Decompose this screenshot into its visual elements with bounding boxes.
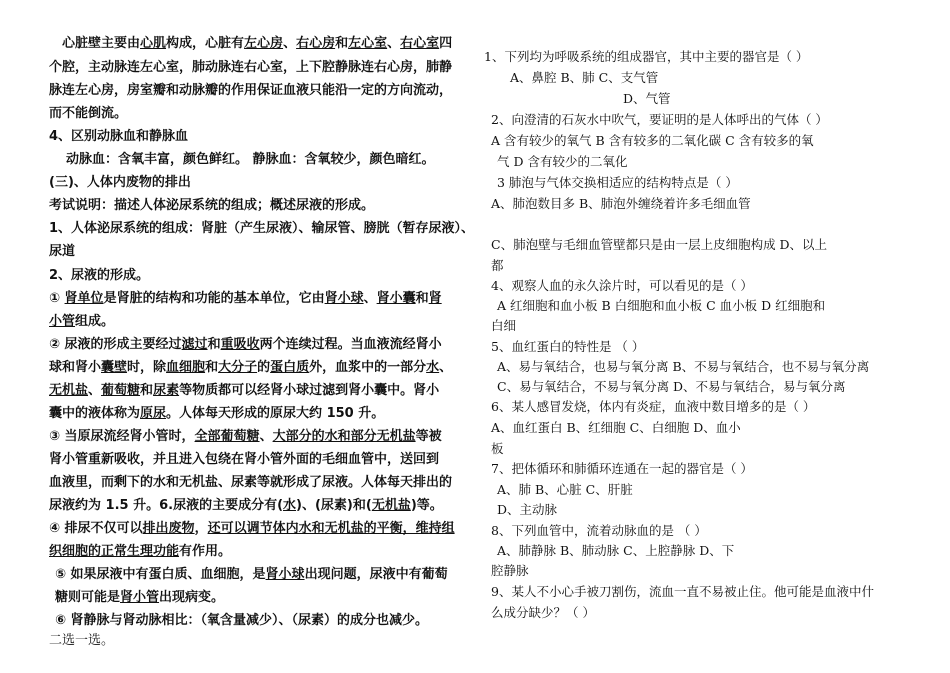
left-text-line bbox=[49, 496, 443, 515]
text-segment: 、 bbox=[363, 291, 377, 306]
text-segment: 是肾脏的结构和功能的基本单位，它由 bbox=[103, 291, 325, 306]
text-segment: 水 bbox=[426, 360, 440, 375]
text-segment: 等被 bbox=[415, 429, 442, 444]
text-segment: 大分子 bbox=[218, 360, 258, 375]
text-segment: 的 bbox=[257, 360, 271, 375]
text-segment: 和 bbox=[140, 383, 154, 398]
text-segment: 水 bbox=[283, 498, 297, 513]
question-line: 2、向澄清的石灰水中吹气，要证明的是人体呼出的气体（ ） bbox=[491, 112, 828, 127]
question-line: C、肺泡壁与毛细血管壁都只是由一层上皮细胞构成 D、以上 bbox=[491, 237, 828, 252]
left-text-line bbox=[49, 404, 384, 423]
question-line: D、气管 bbox=[623, 91, 671, 106]
left-text-line bbox=[49, 381, 439, 400]
question-line: D、主动脉 bbox=[497, 502, 558, 517]
text-segment: 心肌 bbox=[140, 36, 167, 51]
text-segment: ⑤ 如果尿液中有蛋白质、血细胞，是 bbox=[55, 567, 266, 582]
left-text-line bbox=[49, 631, 114, 650]
text-segment: ① bbox=[49, 291, 65, 306]
text-segment: 、 bbox=[387, 36, 401, 51]
left-text-line bbox=[49, 335, 442, 354]
text-segment: 外，血浆中的一部分 bbox=[309, 360, 427, 375]
left-text-line bbox=[55, 565, 448, 584]
text-segment: 和 bbox=[205, 360, 219, 375]
text-segment: 无机盐 bbox=[371, 498, 411, 513]
text-segment: 全部葡萄糖 bbox=[194, 429, 260, 444]
question-line: 白细 bbox=[491, 318, 517, 333]
question-line: 么成分缺少？（ ） bbox=[491, 605, 595, 620]
text-segment: 构成，心脏有 bbox=[166, 36, 245, 51]
text-segment: 等物质都可以经肾小球过滤到肾小囊中。肾小 bbox=[179, 383, 440, 398]
left-text-line bbox=[55, 588, 224, 607]
left-text-line bbox=[49, 542, 231, 561]
text-segment: ② 尿液的形成主要经过 bbox=[49, 337, 182, 352]
question-line: 6、某人感冒发烧，体内有炎症，血液中数目增多的是（ ） bbox=[491, 399, 816, 414]
text-segment: 排出废物 bbox=[142, 521, 195, 536]
text-segment: 时，除 bbox=[127, 360, 167, 375]
text-segment: 和 bbox=[207, 337, 221, 352]
text-segment: 2、尿液的形成。 bbox=[49, 268, 150, 283]
text-segment: 组成。 bbox=[75, 314, 115, 329]
text-segment: 还可以调节体内水和无机盐的平衡，维持组 bbox=[207, 521, 455, 536]
text-segment: 糖则可能是 bbox=[55, 590, 121, 605]
left-text-line bbox=[49, 289, 442, 308]
text-segment: 尿素 bbox=[153, 383, 180, 398]
text-segment: 、 bbox=[88, 383, 102, 398]
left-text-line bbox=[49, 358, 452, 377]
text-segment: 两个连续过程。当血液流经肾小 bbox=[259, 337, 442, 352]
left-text-line bbox=[49, 519, 455, 538]
question-line: C、易与氧结合，不易与氧分离 D、不易与氧结合，易与氧分离 bbox=[497, 379, 846, 394]
text-segment: 升。 bbox=[353, 406, 385, 421]
text-segment: 血液里，而剩下的水和无机盐、尿素等就形成了尿液。人体每天排出的 bbox=[49, 475, 453, 490]
text-segment: ， bbox=[194, 521, 208, 536]
text-segment: 小管 bbox=[49, 314, 76, 329]
text-segment: 和 bbox=[415, 291, 429, 306]
question-line: A、肺 B、心脏 C、肝脏 bbox=[497, 482, 633, 497]
text-segment: 囊中的液体称为 bbox=[49, 406, 141, 421]
text-segment: 尿液约为 bbox=[49, 498, 106, 513]
text-segment: )等。 bbox=[410, 498, 443, 513]
left-text-line bbox=[49, 312, 114, 331]
question-line: 3 肺泡与气体交换相适应的结构特点是（ ） bbox=[497, 175, 738, 190]
question-line: A、肺静脉 B、肺动脉 C、上腔静脉 D、下 bbox=[497, 543, 735, 558]
left-text-line bbox=[49, 473, 452, 492]
text-segment: 1.5 bbox=[105, 498, 129, 513]
text-segment: 球和肾小 bbox=[49, 360, 102, 375]
text-segment: 重吸收 bbox=[220, 337, 260, 352]
text-segment: ④ 排尿不仅可以 bbox=[49, 521, 143, 536]
text-segment: 动脉血：含氧丰富，颜色鲜红。 静脉血：含氧较少，颜色暗红。 bbox=[66, 152, 435, 167]
text-segment: 、 bbox=[439, 360, 453, 375]
text-segment: ⑥ 肾静脉与肾动脉相比：（氧含量减少）、（尿素）的成分也减少。 bbox=[55, 613, 429, 628]
text-segment: 和 bbox=[335, 36, 349, 51]
text-segment: 肾单位 bbox=[64, 291, 104, 306]
left-text-line bbox=[49, 127, 188, 146]
text-segment: 出现病变。 bbox=[159, 590, 225, 605]
text-segment: 织细胞的正常生理功能 bbox=[49, 544, 180, 559]
text-segment: 。人体每天形成的原尿大约 bbox=[166, 406, 327, 421]
text-segment: (三)、人体内废物的排出 bbox=[49, 175, 191, 190]
question-line: 4、观察人血的永久涂片时，可以看见的是（ ） bbox=[491, 278, 753, 293]
text-segment: 左心室 bbox=[348, 36, 388, 51]
text-segment: 肾小球 bbox=[265, 567, 305, 582]
question-line: A 含有较少的氧气 B 含有较多的二氧化碳 C 含有较多的氧 bbox=[491, 133, 814, 148]
text-segment: 蛋白质 bbox=[270, 360, 310, 375]
left-text-line bbox=[49, 104, 127, 123]
text-segment: 无机盐 bbox=[49, 383, 89, 398]
question-line: A、鼻腔 B、肺 C、支气管 bbox=[510, 70, 659, 85]
text-segment: 心脏壁主要由 bbox=[62, 36, 141, 51]
left-text-line bbox=[49, 266, 149, 285]
text-segment: 肾小球 bbox=[324, 291, 364, 306]
text-segment: 原尿 bbox=[140, 406, 167, 421]
text-segment: 4、区别动脉血和静脉血 bbox=[49, 129, 189, 144]
left-text-line bbox=[55, 611, 428, 630]
question-line: 7、把体循环和肺循环连通在一起的器官是（ ） bbox=[491, 461, 753, 476]
question-line: 8、下列血管中，流着动脉血的是 （ ） bbox=[491, 523, 707, 538]
text-segment: 右心房 bbox=[296, 36, 336, 51]
question-line: 腔静脉 bbox=[491, 563, 529, 578]
text-segment: 血细胞 bbox=[166, 360, 206, 375]
question-line: A 红细胞和血小板 B 白细胞和血小板 C 血小板 D 红细胞和 bbox=[497, 298, 826, 313]
question-line: 都 bbox=[491, 258, 504, 273]
question-line: 5、血红蛋白的特性是 （ ） bbox=[491, 339, 645, 354]
question-line: A、易与氧结合，也易与氧分离 B、不易与氧结合，也不易与氧分离 bbox=[497, 359, 870, 374]
text-segment: 肾小管 bbox=[120, 590, 160, 605]
text-segment: 而不能倒流。 bbox=[49, 106, 128, 121]
text-segment: ③ 当原尿流经肾小管时， bbox=[49, 429, 195, 444]
question-line: 1、下列均为呼吸系统的组成器官，其中主要的器官是（ ） bbox=[484, 49, 809, 64]
left-text-line bbox=[49, 450, 439, 469]
question-line: 板 bbox=[491, 441, 504, 456]
text-segment: 二选一选。 bbox=[49, 633, 115, 648]
question-line: 气 D 含有较少的二氧化 bbox=[497, 154, 628, 169]
text-segment: 150 bbox=[326, 406, 354, 421]
left-text-line bbox=[49, 58, 452, 77]
question-line: A、血红蛋白 B、红细胞 C、白细胞 D、血小 bbox=[491, 420, 741, 435]
text-segment: 四 bbox=[439, 36, 453, 51]
left-text-line bbox=[49, 242, 75, 261]
text-segment: 升。6.尿液的主要成分有( bbox=[128, 498, 284, 513]
text-segment: 肾小管重新吸收，并且进入包绕在肾小管外面的毛细血管中，送回到 bbox=[49, 452, 440, 467]
text-segment: 右心室 bbox=[400, 36, 440, 51]
left-text-line bbox=[62, 34, 452, 53]
question-line: 9、某人不小心手被刀割伤，流血一直不易被止住。他可能是血液中什 bbox=[491, 584, 874, 599]
text-segment: 大部分的水和部分无机盐 bbox=[272, 429, 416, 444]
text-segment: 肾小囊 bbox=[376, 291, 416, 306]
text-segment: 、 bbox=[259, 429, 273, 444]
text-segment: 囊壁 bbox=[101, 360, 128, 375]
text-segment: 、 bbox=[283, 36, 297, 51]
question-line: A、肺泡数目多 B、肺泡外缠绕着许多毛细血管 bbox=[491, 196, 751, 211]
left-text-line bbox=[49, 196, 374, 215]
text-segment: 个腔，主动脉连左心室，肺动脉连右心室，上下腔静脉连右心房，肺静 bbox=[49, 60, 453, 75]
text-segment: 考试说明：描述人体泌尿系统的组成；概述尿液的形成。 bbox=[49, 198, 375, 213]
left-text-line bbox=[66, 150, 435, 169]
text-segment: 脉连左心房，房室瓣和动脉瓣的作用保证血液只能沿一定的方向流动， bbox=[49, 83, 453, 98]
text-segment: 出现问题，尿液中有葡萄 bbox=[304, 567, 448, 582]
text-segment: 肾 bbox=[428, 291, 442, 306]
text-segment: )、(尿素)和( bbox=[296, 498, 372, 513]
left-text-line bbox=[49, 173, 191, 192]
text-segment: 葡萄糖 bbox=[101, 383, 141, 398]
text-segment: 1、人体泌尿系统的组成：肾脏（产生尿液）、输尿管、膀胱（暂存尿液）、 bbox=[49, 221, 475, 236]
left-text-line bbox=[49, 219, 474, 238]
left-text-line bbox=[49, 81, 452, 100]
text-segment: 尿道 bbox=[49, 244, 76, 259]
text-segment: 有作用。 bbox=[179, 544, 232, 559]
text-segment: 滤过 bbox=[181, 337, 208, 352]
left-text-line bbox=[49, 427, 442, 446]
text-segment: 左心房 bbox=[244, 36, 284, 51]
